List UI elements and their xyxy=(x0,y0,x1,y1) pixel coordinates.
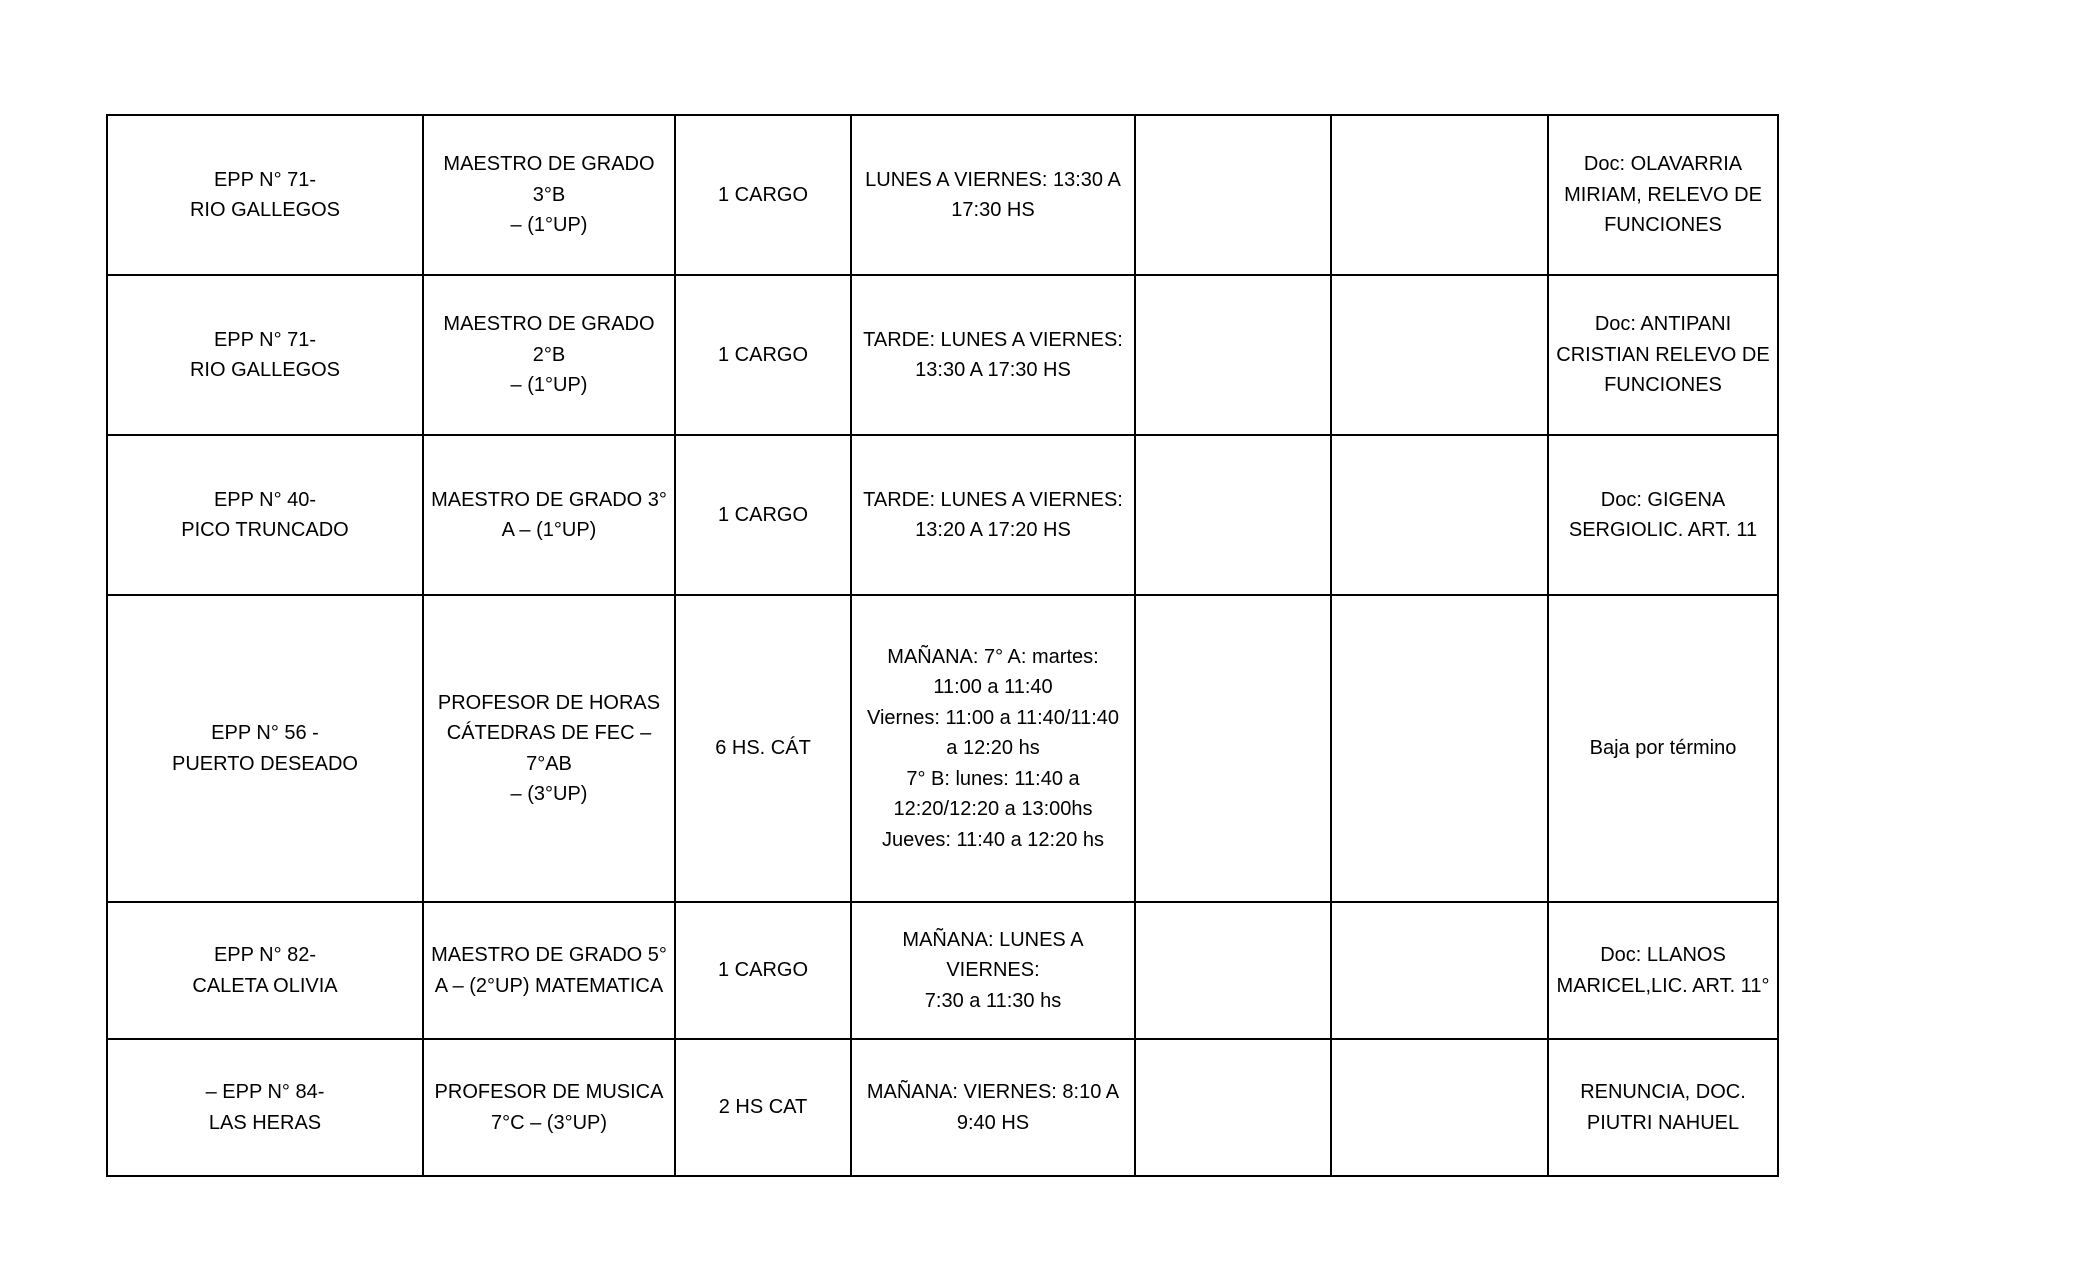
quantity-cell: 1 CARGO xyxy=(675,115,851,275)
schedule-cell: MAÑANA: LUNES A VIERNES: 7:30 a 11:30 hs xyxy=(851,902,1135,1039)
empty-cell xyxy=(1331,275,1548,435)
notes-cell: Doc: ANTIPANI CRISTIAN RELEVO DE FUNCIONES xyxy=(1548,275,1778,435)
quantity-cell: 1 CARGO xyxy=(675,902,851,1039)
schedule-cell: TARDE: LUNES A VIERNES: 13:20 A 17:20 HS xyxy=(851,435,1135,595)
position-cell: MAESTRO DE GRADO 2°B – (1°UP) xyxy=(423,275,675,435)
empty-cell xyxy=(1331,115,1548,275)
position-cell: MAESTRO DE GRADO 5° A – (2°UP) MATEMATICA xyxy=(423,902,675,1039)
school-cell: – EPP N° 84- LAS HERAS xyxy=(107,1039,423,1176)
school-cell: EPP N° 82- CALETA OLIVIA xyxy=(107,902,423,1039)
quantity-cell: 1 CARGO xyxy=(675,435,851,595)
notes-cell: Doc: LLANOS MARICEL,LIC. ART. 11° xyxy=(1548,902,1778,1039)
school-cell: EPP N° 71- RIO GALLEGOS xyxy=(107,115,423,275)
schedule-cell: MAÑANA: 7° A: martes: 11:00 a 11:40 Viernes: 11:00 a 11:40/11:40 a 12:20 hs 7° B: lunes: 11:40 a 12:20/12:20 a 13:00hs Jueves: 11:40 a 12:20 hs xyxy=(851,595,1135,902)
vacancy-table xyxy=(106,114,1779,1177)
notes-cell: Doc: OLAVARRIA MIRIAM, RELEVO DE FUNCIONES xyxy=(1548,115,1778,275)
empty-cell xyxy=(1331,1039,1548,1176)
schedule-cell: TARDE: LUNES A VIERNES: 13:30 A 17:30 HS xyxy=(851,275,1135,435)
empty-cell xyxy=(1135,115,1331,275)
schedule-cell: LUNES A VIERNES: 13:30 A 17:30 HS xyxy=(851,115,1135,275)
table-row xyxy=(107,1039,1778,1176)
empty-cell xyxy=(1135,275,1331,435)
table-row xyxy=(107,902,1778,1039)
school-cell: EPP N° 71- RIO GALLEGOS xyxy=(107,275,423,435)
empty-cell xyxy=(1331,435,1548,595)
empty-cell xyxy=(1135,435,1331,595)
school-cell: EPP N° 40- PICO TRUNCADO xyxy=(107,435,423,595)
position-cell: MAESTRO DE GRADO 3°B – (1°UP) xyxy=(423,115,675,275)
empty-cell xyxy=(1135,1039,1331,1176)
table-row xyxy=(107,595,1778,902)
notes-cell: Doc: GIGENA SERGIOLIC. ART. 11 xyxy=(1548,435,1778,595)
empty-cell xyxy=(1331,902,1548,1039)
empty-cell xyxy=(1135,595,1331,902)
empty-cell xyxy=(1135,902,1331,1039)
empty-cell xyxy=(1331,595,1548,902)
schedule-cell: MAÑANA: VIERNES: 8:10 A 9:40 HS xyxy=(851,1039,1135,1176)
quantity-cell: 6 HS. CÁT xyxy=(675,595,851,902)
position-cell: MAESTRO DE GRADO 3° A – (1°UP) xyxy=(423,435,675,595)
position-cell: PROFESOR DE HORAS CÁTEDRAS DE FEC –7°AB – (3°UP) xyxy=(423,595,675,902)
table-row xyxy=(107,115,1778,275)
notes-cell: Baja por término xyxy=(1548,595,1778,902)
school-cell: EPP N° 56 - PUERTO DESEADO xyxy=(107,595,423,902)
notes-cell: RENUNCIA, DOC. PIUTRI NAHUEL xyxy=(1548,1039,1778,1176)
table-row xyxy=(107,435,1778,595)
quantity-cell: 2 HS CAT xyxy=(675,1039,851,1176)
quantity-cell: 1 CARGO xyxy=(675,275,851,435)
table-row xyxy=(107,275,1778,435)
position-cell: PROFESOR DE MUSICA 7°C – (3°UP) xyxy=(423,1039,675,1176)
